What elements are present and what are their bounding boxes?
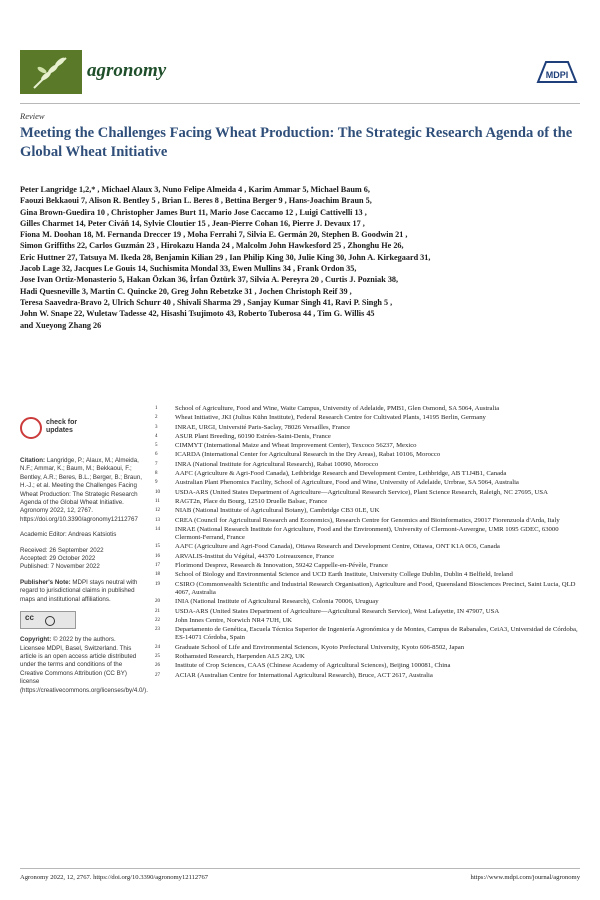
affiliation-item	[155, 562, 580, 570]
affiliation-text: INIA (National Institute of Agricultural Research), Colonia 70006, Uruguay	[175, 598, 379, 606]
footer-citation[interactable]: Agronomy 2022, 12, 2767. https://doi.org/10.3390/agronomy12112767	[20, 874, 209, 881]
affiliation-number: 14	[155, 526, 160, 532]
affiliation-item	[155, 461, 580, 469]
affiliation-number: 19	[155, 581, 160, 587]
affiliation-item	[155, 498, 580, 506]
affiliation-item	[155, 653, 580, 661]
affiliation-item	[155, 608, 580, 616]
copyright-text: © 2022 by the authors. Licensee MDPI, Basel, Switzerland. This article is an open access article distributed under the terms and conditions of the Creative Commons Attribution (CC BY) license (https://creativecommons.org/licenses/by/4.0/).	[20, 636, 148, 694]
received-date: Received: 26 September 2022	[20, 546, 104, 554]
header-rule	[20, 103, 580, 104]
affiliation-item	[155, 526, 580, 543]
affiliation-number: 2	[155, 415, 158, 421]
affiliation-text: John Innes Centre, Norwich NR4 7UH, UK	[175, 616, 293, 624]
affiliation-text: Wheat Initiative, JKI (Julius Kühn Institute), Federal Research Centre for Cultivated Plants, 14195 Berlin, Germany	[175, 414, 486, 422]
affiliation-text: ARVALIS-Institut du Végétal, 44370 Loireauxence, France	[175, 552, 335, 560]
author-list	[20, 184, 585, 331]
affiliation-number: 20	[155, 599, 160, 605]
affiliation-text: INRAE (National Research Institute for Agriculture, Food and the Environment), University of Clermont-Auvergne, UMR 1095 GDEC, 63000 Clermont-Ferrand, France	[175, 525, 559, 542]
affiliation-number: 23	[155, 627, 160, 633]
editor-name: Andreas Katsiotis	[68, 531, 117, 539]
editor-label: Academic Editor:	[20, 531, 67, 539]
affiliation-number: 10	[155, 489, 160, 495]
affiliation-text: Departamento de Genética, Escuela Técnica Superior de Ingeniería Agronómica y de Montes, Campus de Rabanales, CeiA3, Universidad de Córdoba, ES-14071 Córdoba, Spain	[175, 626, 578, 642]
affiliation-item	[155, 571, 580, 579]
affiliation-item	[155, 442, 580, 450]
affiliation-text: AAFC (Agriculture and Agri-Food Canada), Ottawa Research and Development Centre, Ottawa, ONT K1A 0C6, Canada	[175, 543, 500, 551]
affiliation-text: School of Agriculture, Food and Wine, Waite Campus, University of Adelaide, PMB1, Glen Osmond, SA 5064, Australia	[175, 405, 500, 412]
cc-label: cc	[25, 613, 34, 623]
affiliation-item	[155, 553, 580, 561]
affiliation-item	[155, 581, 580, 598]
affiliation-number: 21	[155, 608, 160, 614]
affiliation-text: NIAB (National Institute of Agricultural Botany), Cambridge CB3 0LE, UK	[175, 507, 380, 515]
published-date: Published: 7 November 2022	[20, 563, 100, 571]
affiliation-item	[155, 470, 580, 478]
journal-name: agronomy	[87, 60, 167, 81]
affiliation-number: 1	[155, 406, 158, 411]
affiliation-text: AAFC (Agriculture & Agri-Food Canada), Lethbridge Research and Development Centre, Lethbridge, AB T1J4B1, Canada	[175, 470, 507, 478]
affiliation-text: INRA (National Institute for Agricultural Research), Rabat 10090, Morocco	[175, 460, 379, 468]
affiliation-text: Rothamsted Research, Harpenden AL5 2JQ, UK	[175, 653, 305, 661]
author-line: Teresa Saavedra-Bravo 2, Ulrich Schurr 40 , Shivali Sharma 29 , Sanjay Kumar Singh 41, Ravi P. Singh 5 ,	[20, 297, 393, 307]
copyright	[20, 636, 148, 695]
copyright-label: Copyright:	[20, 636, 52, 644]
affiliation-text: Australian Plant Phenomics Facility, School of Agriculture, Food and Wine, University of Adelaide, Urrbrae, SA 5064, Australia	[175, 479, 519, 487]
author-line: Peter Langridge 1,2,* , Michael Alaux 3, Nuno Felipe Almeida 4 , Karim Ammar 5, Michael Baum 6,	[20, 185, 370, 194]
article-title: Meeting the Challenges Facing Wheat Production: The Strategic Research Agenda of the Global Wheat Initiative	[20, 125, 573, 160]
author-line: Jacob Lage 32, Jacques Le Gouis 14, Suchismita Mondal 33, Ewen Mullins 34 , Frank Ordon 35,	[20, 264, 357, 274]
affiliation-item	[155, 617, 580, 625]
affiliation-text: Institute of Crop Sciences, CAAS (Chinese Academy of Agricultural Sciences), Beijing 100081, China	[175, 662, 451, 670]
affiliation-number: 27	[155, 672, 160, 678]
affiliation-number: 15	[155, 544, 160, 550]
affiliation-number: 3	[155, 424, 158, 430]
affiliation-number: 26	[155, 663, 160, 669]
affiliation-text: School of Biology and Environmental Science and UCD Earth Institute, University College Dublin, Dublin 4 Belfield, Ireland	[175, 571, 513, 579]
publisher-name: MDPI	[545, 70, 569, 80]
publisher-note-text: MDPI stays neutral with regard to jurisdictional claims in published maps and institutional affiliations.	[20, 578, 138, 603]
affiliation-number: 24	[155, 644, 160, 650]
affiliation-item	[155, 424, 580, 432]
affiliation-item	[155, 507, 580, 515]
affiliation-item	[155, 626, 580, 643]
affiliation-item	[155, 662, 580, 670]
affiliation-item	[155, 451, 580, 459]
affiliation-text: RAGT2n, Place du Bourg, 12510 Druelle Balsac, France	[175, 497, 328, 505]
page-footer	[20, 868, 580, 881]
affiliation-item	[155, 479, 580, 487]
journal-logo	[20, 50, 240, 94]
citation-label: Citation:	[20, 457, 46, 464]
affiliation-text: CREA (Council for Agricultural Research and Economics), Research Centre for Genomics and Bioinformatics, 29017 Fiorenzuola d'Arda, Italy	[175, 516, 560, 524]
citation-text[interactable]: Langridge, P.; Alaux, M.; Almeida, N.F.; Ammar, K.; Baum, M.; Bekkaoui, F.; Bentley, A.R.; Beres, B.L.; Berger, B.; Braun, H.-J.; et al. Meeting the Challenges Facing Wheat Production: The Strategic Research Agenda of the Global Wheat Initiative. Agronomy 2022, 12, 2767. https://doi.org/10.3390/agronomy12112767	[20, 457, 142, 523]
author-line: Gilles Charmet 14, Peter Civáň 14, Sylvie Cloutier 15 , Jean-Pierre Cohan 16, Pierre J. Devaux 17 ,	[20, 218, 365, 228]
affiliation-item	[155, 433, 580, 441]
author-line: Gina Brown-Guedira 10 , Christopher James Burt 11, Mario Jose Caccamo 12 , Luigi Cattivelli 13 ,	[20, 207, 367, 217]
affiliation-item	[155, 405, 580, 413]
author-line: and Xueyong Zhang 26	[20, 320, 102, 330]
publisher-note	[20, 579, 142, 604]
publisher-note-label: Publisher's Note:	[20, 578, 71, 586]
wheat-icon	[20, 50, 82, 94]
check-updates-label: check for updates	[46, 419, 78, 434]
author-line: Simon Griffiths 22, Carlos Guzmán 23 , Hirokazu Handa 24 , Malcolm John Hawkesford 25 , Zhonghu He 26,	[20, 241, 404, 251]
affiliation-text: USDA-ARS (United States Department of Agriculture—Agricultural Research Service), West Lafayette, IN 47907, USA	[175, 607, 500, 615]
affiliation-text: ASUR Plant Breeding, 60190 Estrées-Saint-Denis, France	[175, 432, 331, 440]
publisher-logo	[534, 58, 580, 86]
affiliation-number: 18	[155, 572, 160, 578]
affiliation-item	[155, 489, 580, 497]
affiliation-text: INRAE, URGI, Université Paris-Saclay, 78026 Versailles, France	[175, 423, 351, 431]
affiliation-number: 8	[155, 471, 158, 477]
author-line: John W. Snape 22, Wuletaw Tadesse 42, Hisashi Tsujimoto 43, Roberto Tuberosa 44 , Tim G. Willis 45	[20, 309, 375, 319]
by-icon	[45, 616, 55, 626]
affiliation-number: 7	[155, 461, 158, 467]
affiliation-number: 17	[155, 563, 160, 569]
affiliation-number: 4	[155, 433, 158, 439]
author-line: Eric Huttner 27, Tatsuya M. Ikeda 28, Benjamin Kilian 29 , Ian Philip King 30, Julie King 30, John A. Kirkegaard 31,	[20, 252, 431, 262]
affiliation-text: ACIAR (Australian Centre for International Agricultural Research), Bruce, ACT 2617, Australia	[175, 671, 433, 679]
affiliation-text: USDA-ARS (United States Department of Agriculture—Agricultural Research Service), Plant Science Research, Raleigh, NC 27695, USA	[175, 488, 548, 496]
affiliation-item	[155, 644, 580, 652]
affiliation-text: ICARDA (International Center for Agricultural Research in the Dry Areas), Rabat 10106, Morocco	[175, 451, 441, 459]
academic-editor	[20, 531, 142, 539]
affiliation-item	[155, 672, 580, 680]
author-line: Jose Ivan Ortiz-Monasterio 5, Hakan Özkan 36, İrfan Öztürk 37, Silvia A. Pereyra 20 , Curtis J. Pozniak 38,	[20, 275, 399, 285]
affiliation-item	[155, 598, 580, 606]
affiliation-item	[155, 543, 580, 551]
affiliation-number: 6	[155, 452, 158, 458]
author-line: Hadi Quesneville 3, Martin C. Quincke 20, Greg John Rebetzke 31 , Jochen Christoph Reif 39 ,	[20, 286, 352, 296]
affiliation-number: 22	[155, 617, 160, 623]
affiliation-item	[155, 517, 580, 525]
affiliation-number: 12	[155, 508, 160, 514]
accepted-date: Accepted: 29 October 2022	[20, 555, 96, 563]
author-line: Faouzi Bekkaoui 7, Alison R. Bentley 5 , Brian L. Beres 8 , Bettina Berger 9 , Hans-Joachim Braun 5,	[20, 196, 372, 206]
affiliation-number: 16	[155, 553, 160, 559]
affiliation-text: CSIRO (Commonwealth Scientific and Industrial Research Organisation), Agriculture and Food, Queensland Biosciences Precinct, Saint Lucia, QLD 4067, Australia	[175, 580, 576, 596]
affiliation-text: Graduate School of Life and Environmental Sciences, Kyoto Prefectural University, Kyoto 606-8502, Japan	[175, 643, 465, 651]
affiliation-number: 11	[155, 498, 160, 504]
citation	[20, 457, 142, 524]
check-updates-icon	[20, 417, 42, 439]
affiliation-number: 5	[155, 443, 158, 449]
author-line: Fiona M. Doohan 18, M. Fernanda Dreccer 19 , Moha Ferrahi 7, Silvia E. Germán 20, Stephen B. Goodwin 21 ,	[20, 230, 408, 240]
affiliation-number: 13	[155, 517, 160, 523]
check-updates-badge[interactable]	[20, 415, 86, 443]
affiliation-text: Florimond Desprez, Research & Innovation, 59242 Cappelle-en-Pévèle, France	[175, 562, 388, 570]
affiliation-number: 9	[155, 480, 158, 486]
cc-license-badge[interactable]	[20, 611, 76, 629]
affiliation-list	[155, 405, 580, 681]
dates	[20, 547, 142, 572]
affiliation-text: CIMMYT (International Maize and Wheat Improvement Center), Texcoco 56237, Mexico	[175, 442, 417, 450]
affiliation-number: 25	[155, 654, 160, 660]
footer-journal-url[interactable]: https://www.mdpi.com/journal/agronomy	[470, 874, 580, 881]
article-sidebar	[20, 415, 148, 702]
affiliation-item	[155, 414, 580, 422]
article-type: Review	[20, 111, 45, 121]
